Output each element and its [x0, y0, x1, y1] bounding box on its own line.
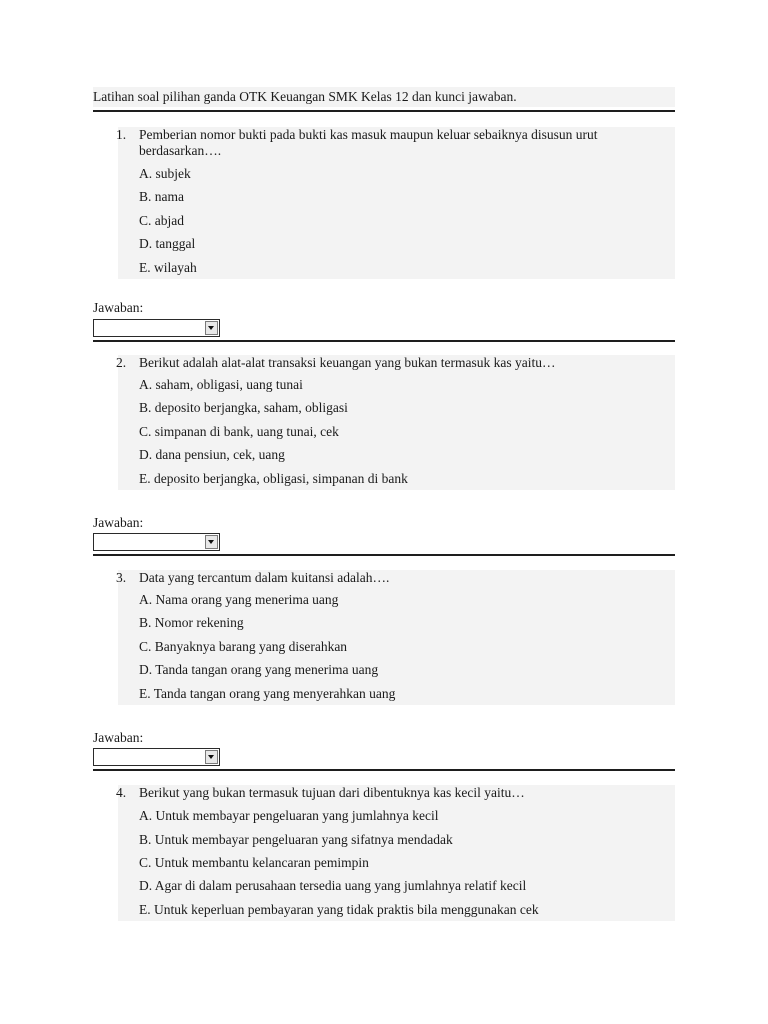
option-a: A. Untuk membayar pengeluaran yang jumlahnya kecil	[139, 808, 439, 824]
option-list	[118, 804, 675, 921]
answer-select-1[interactable]	[93, 319, 220, 337]
option-list	[118, 162, 675, 279]
option-e: E. deposito berjangka, obligasi, simpanan di bank	[139, 470, 408, 486]
question-number: 1.	[116, 127, 127, 142]
document-page	[93, 87, 675, 921]
chevron-down-icon[interactable]	[205, 535, 218, 549]
question-3	[118, 570, 675, 705]
question-text: Pemberian nomor bukti pada bukti kas masuk maupun keluar sebaiknya disusun urut berdasarkan….	[139, 127, 598, 158]
question-stem	[118, 785, 675, 801]
question-stem	[118, 355, 675, 371]
divider	[93, 110, 675, 112]
chevron-down-icon[interactable]	[205, 321, 218, 335]
option-d: D. Agar di dalam perusahaan tersedia uang yang jumlahnya relatif kecil	[139, 878, 527, 894]
question-stem	[118, 570, 675, 586]
question-stem	[118, 127, 675, 159]
answer-label: Jawaban:	[93, 300, 144, 316]
answer-select-3[interactable]	[93, 748, 220, 766]
option-a: A. saham, obligasi, uang tunai	[139, 377, 303, 393]
question-text: Berikut yang bukan termasuk tujuan dari dibentuknya kas kecil yaitu…	[139, 785, 525, 801]
option-d: D. dana pensiun, cek, uang	[139, 447, 285, 463]
option-c: C. simpanan di bank, uang tunai, cek	[139, 423, 339, 439]
question-text: Berikut adalah alat-alat transaksi keuangan yang bukan termasuk kas yaitu…	[139, 355, 556, 371]
answer-label: Jawaban:	[93, 730, 144, 746]
option-c: C. Untuk membantu kelancaran pemimpin	[139, 854, 369, 870]
answer-select-2[interactable]	[93, 533, 220, 551]
option-c: C. abjad	[139, 212, 184, 228]
question-1	[118, 127, 675, 279]
option-d: D. tanggal	[139, 236, 196, 252]
divider	[93, 554, 675, 556]
divider	[93, 340, 675, 342]
option-a: A. Nama orang yang menerima uang	[139, 592, 339, 608]
answer-label: Jawaban:	[93, 515, 144, 531]
chevron-down-icon[interactable]	[205, 750, 218, 764]
page-title: Latihan soal pilihan ganda OTK Keuangan SMK Kelas 12 dan kunci jawaban.	[93, 87, 675, 107]
option-e: E. wilayah	[139, 259, 197, 275]
option-d: D. Tanda tangan orang yang menerima uang	[139, 662, 379, 678]
question-number: 3.	[116, 570, 127, 586]
option-list	[118, 588, 675, 705]
option-b: B. nama	[139, 189, 184, 205]
option-e: E. Tanda tangan orang yang menyerahkan uang	[139, 685, 396, 701]
question-4	[118, 785, 675, 921]
option-list	[118, 373, 675, 490]
option-c: C. Banyaknya barang yang diserahkan	[139, 638, 348, 654]
divider	[93, 769, 675, 771]
option-b: B. Nomor rekening	[139, 615, 244, 631]
question-2	[118, 355, 675, 490]
question-number: 2.	[116, 355, 127, 371]
question-number: 4.	[116, 785, 127, 801]
option-a: A. subjek	[139, 166, 191, 181]
question-text: Data yang tercantum dalam kuitansi adalah….	[139, 570, 390, 586]
option-b: B. Untuk membayar pengeluaran yang sifatnya mendadak	[139, 831, 453, 847]
option-b: B. deposito berjangka, saham, obligasi	[139, 400, 348, 416]
option-e: E. Untuk keperluan pembayaran yang tidak praktis bila menggunakan cek	[139, 901, 539, 917]
